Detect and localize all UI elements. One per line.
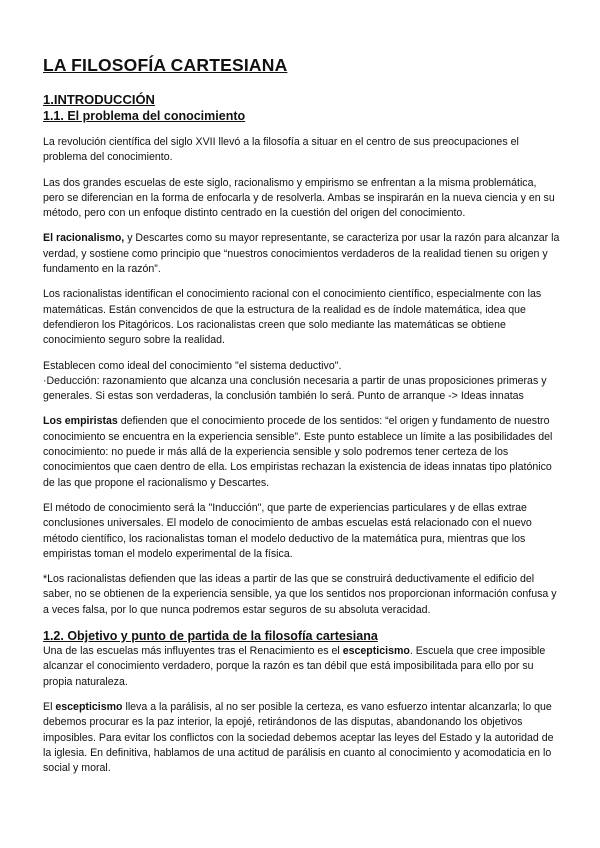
paragraph-empiristas	[43, 414, 560, 490]
term-empiristas: Los empiristas	[43, 415, 118, 428]
term-racionalismo: El racionalismo,	[43, 232, 125, 245]
paragraph-induccion: El método de conocimiento será la "Inducción", que parte de experiencias particulares y de ellas extrae conclusiones universales. El modelo de conocimiento de ambas escuelas está relacionado con el nuevo método científico, los racionalistas toman el modelo deductivo de la matemática pura, mientras que los empiristas toman el modelo experimental de la física.	[43, 501, 532, 560]
paragraph-racionalismo-text: y Descartes como su mayor representante, se caracteriza por usar la razón para alcanzar la verdad, y sostiene como principio que “nuestros conocimientos verdaderos de la realidad tienen su origen y fundamento en la razón”.	[43, 232, 560, 276]
paragraph-deduccion: ·Deducción: razonamiento que alcanza una conclusión necesaria a partir de unas proposiciones primeras y generales. Si estas son verdaderas, la conclusión también lo será. Punto de arranque -> Ideas innatas	[43, 374, 547, 403]
section-heading-introduccion: 1.INTRODUCCIÓN	[43, 92, 155, 107]
subsection-heading-problema-conocimiento: 1.1. El problema del conocimiento	[43, 109, 246, 123]
paragraph-racionalismo	[43, 231, 560, 277]
paragraph-escepticismo-intro-text-a: Una de las escuelas más influyentes tras el Renacimiento es el	[43, 645, 343, 658]
document-title: LA FILOSOFÍA CARTESIANA	[43, 55, 288, 75]
paragraph-revolucion-cientifica: La revolución científica del siglo XVII llevó a la filosofía a situar en el centro de sus preocupaciones el problema del conocimiento.	[43, 136, 519, 164]
paragraph-sistema-deductivo: Establecen como ideal del conocimiento "el sistema deductivo".	[43, 359, 342, 372]
paragraph-nota-racionalistas: *Los racionalistas defienden que las ideas a partir de las que se construirá deductivamente el edificio del saber, no se obtienen de la experiencia sensible, ya que los sentidos nos proporcionan información confusa y a veces falsa, por lo que nunca podremos estar seguros de su absoluta veracidad.	[43, 573, 557, 616]
paragraph-escepticismo-paralisis-text-a: El	[43, 700, 56, 713]
term-escepticismo: escepticismo	[342, 645, 410, 658]
paragraph-escepticismo-intro	[43, 644, 560, 690]
term-escepticismo-2: escepticismo	[55, 700, 123, 713]
paragraph-escepticismo-paralisis-text-b: lleva a la parálisis, al no ser posible la certeza, es vano esfuerzo intentar alcanzarla; lo que debemos procurar es la paz interior, la epojé, retirándonos de las disputas, abandonando los objetivos imposibles. Para evitar los conflictos con la sociedad debemos aceptar las leyes del Estado y la autoridad de la iglesia. En definitiva, hablamos de una actitud de parálisis en cuanto al conocimiento y acomodaticia en lo social y moral.	[43, 700, 554, 775]
paragraph-empiristas-text: defienden que el conocimiento procede de los sentidos: “el origen y fundamento de nuestro conocimiento se encuentra en la experiencia sensible”. Este punto establece un límite a las posibilidades del conocimiento: no puede ir más allá de la experiencia sensible y solo podremos tener certeza de los conocimientos que caen dentro de ella. Los empiristas rechazan la existencia de ideas innatas tipo platónico de las que propone el racionalismo y Descartes.	[43, 415, 553, 489]
paragraph-racionalistas-matematicas: Los racionalistas identifican el conocimiento racional con el conocimiento científico, especialmente con las matemáticas. Están convencidos de que la estructura de la realidad es de índole matemática, idea que defendieron los Pitagóricos. Los racionalistas creen que solo mediante las matemáticas se obtiene conocimiento seguro sobre la realidad.	[43, 288, 542, 347]
subsection-heading-objetivo: 1.2. Objetivo y punto de partida de la filosofía cartesiana	[43, 629, 378, 644]
paragraph-dos-escuelas: Las dos grandes escuelas de este siglo, racionalismo y empirismo se enfrentan a la misma problemática, pero se diferencian en la forma de enfocarla y de resolverla. Ambas se inspirarán en la nueva ciencia y en su método, pero con un enfoque distinto centrado en la cuestión del origen del conocimiento.	[43, 176, 555, 220]
paragraph-escepticismo-paralisis	[43, 700, 560, 776]
paragraph-escepticismo-intro-text-b: . Escuela que cree imposible alcanzar el conocimiento verdadero, porque la razón es tan débil que está imposibilitada para ello por su propia naturaleza.	[43, 645, 546, 688]
